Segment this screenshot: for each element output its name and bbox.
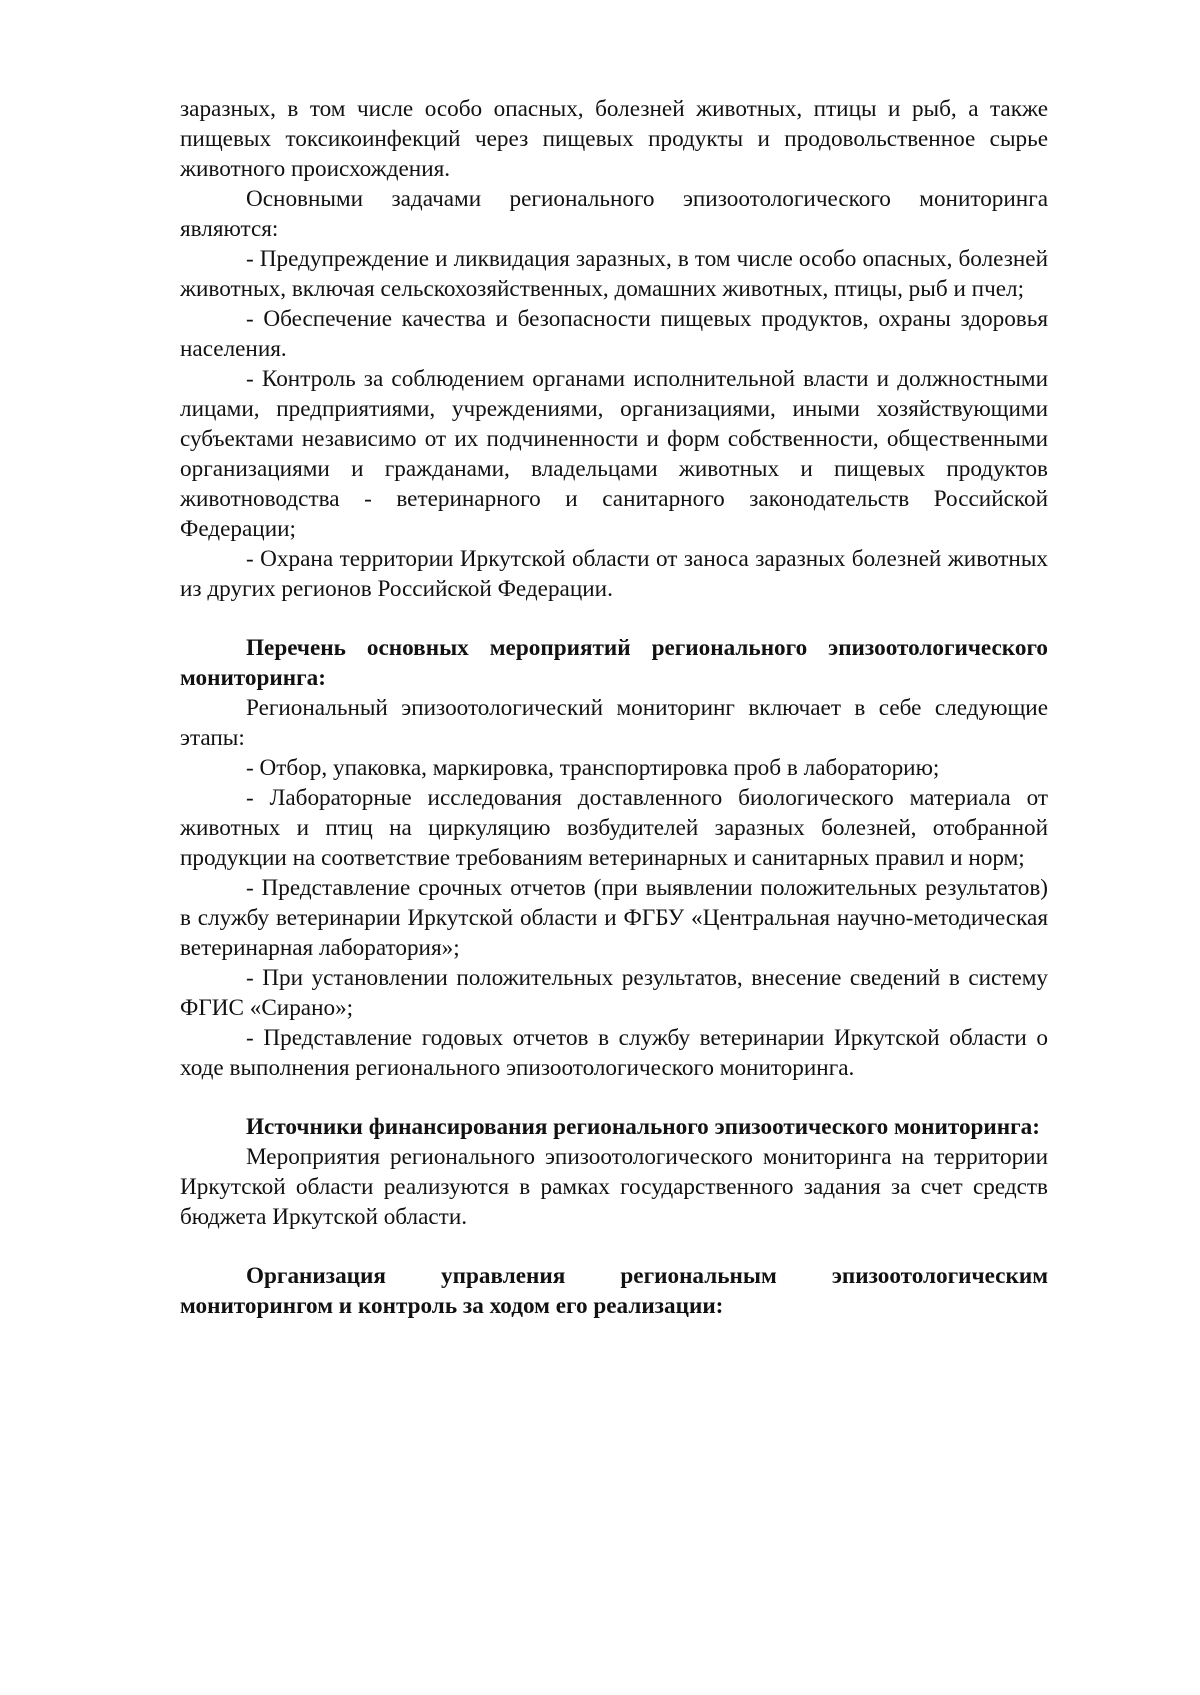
paragraph: Региональный эпизоотологический мониторинг включает в себе следующие этапы: [180, 695, 1048, 751]
list-item: - Лабораторные исследования доставленного биологического материала от животных и птиц на циркуляцию возбудителей заразных болезней, отобранной продукции на соответствие требованиям ветеринарных и санитарных правил и норм; [180, 785, 1048, 871]
paragraph: Основными задачами регионального эпизоотологического мониторинга являются: [180, 186, 1048, 242]
list-item: - При установлении положительных результатов, внесение сведений в систему ФГИС «Сирано»; [180, 965, 1048, 1021]
section-gap [180, 604, 1048, 633]
paragraph: заразных, в том числе особо опасных, болезней животных, птицы и рыб, а также пищевых токсикоинфекций через пищевых продукты и продовольственное сырье животного происхождения. [180, 96, 1048, 182]
list-item: - Представление годовых отчетов в службу ветеринарии Иркутской области о ходе выполнения регионального эпизоотологического мониторинга. [180, 1025, 1048, 1081]
list-item: - Обеспечение качества и безопасности пищевых продуктов, охраны здоровья населения. [180, 306, 1048, 362]
section-gap [180, 1083, 1048, 1112]
paragraph: Мероприятия регионального эпизоотологического мониторинга на территории Иркутской области реализуются в рамках государственного задания за счет средств бюджета Иркутской области. [180, 1144, 1048, 1230]
section-heading: Источники финансирования регионального эпизоотического мониторинга: [246, 1114, 1041, 1140]
list-item: - Отбор, упаковка, маркировка, транспортировка проб в лабораторию; [246, 755, 940, 781]
section-heading: Перечень основных мероприятий регионального эпизоотологического мониторинга: [180, 635, 1048, 691]
document-page [180, 94, 1048, 1321]
list-item: - Предупреждение и ликвидация заразных, в том числе особо опасных, болезней животных, включая сельскохозяйственных, домашних животных, птицы, рыб и пчел; [180, 246, 1048, 302]
section-heading: Организация управления региональным эпизоотологическим мониторингом и контроль за ходом его реализации: [180, 1263, 1048, 1319]
list-item: - Представление срочных отчетов (при выявлении положительных результатов) в службу ветеринарии Иркутской области и ФГБУ «Центральная научно-методическая ветеринарная лаборатория»; [180, 875, 1048, 961]
section-gap [180, 1232, 1048, 1261]
list-item: - Охрана территории Иркутской области от заноса заразных болезней животных из других регионов Российской Федерации. [180, 546, 1048, 602]
list-item: - Контроль за соблюдением органами исполнительной власти и должностными лицами, предприятиями, учреждениями, организациями, иными хозяйствующими субъектами независимо от их подчиненности и форм собственности, общественными организациями и гражданами, владельцами животных и пищевых продуктов животноводства - ветеринарного и санитарного законодательств Российской Федерации; [180, 366, 1048, 542]
